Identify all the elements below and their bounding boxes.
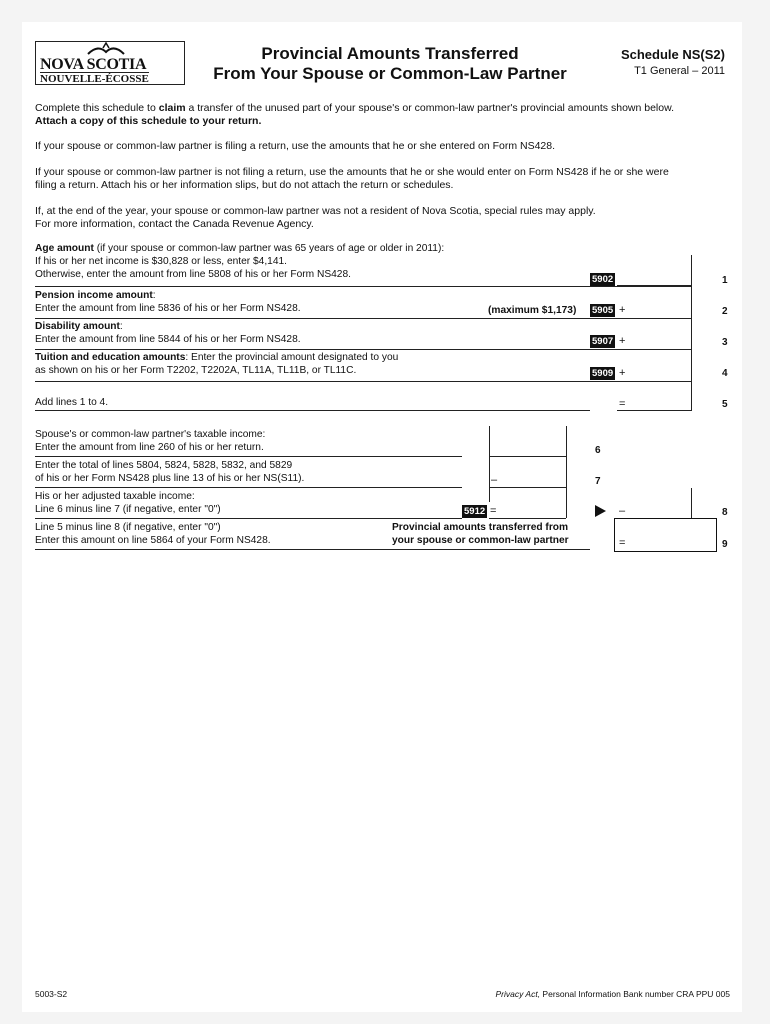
- line-number-1: 1: [722, 275, 728, 286]
- disability-amount-field[interactable]: [617, 329, 691, 349]
- total-lines-line1: Enter the total of lines 5804, 5824, 5828, 5832, and 5829: [35, 460, 293, 471]
- line-number-2: 2: [722, 306, 728, 317]
- adjusted-subtract-field[interactable]: [617, 501, 691, 519]
- tuition-amount-field[interactable]: [617, 361, 691, 381]
- line-number-4: 4: [722, 368, 728, 379]
- adjusted-income-field[interactable]: [489, 501, 566, 519]
- attach-instruction: Attach a copy of this schedule to your return.: [35, 114, 262, 127]
- title-line1: Provincial Amounts Transferred: [261, 44, 519, 63]
- disability-line2: Enter the amount from line 5844 of his or her Form NS428.: [35, 334, 301, 345]
- final-line2: Enter this amount on line 5864 of your Form NS428.: [35, 535, 271, 546]
- add-lines-underline: [35, 410, 590, 411]
- privacy-bank-number: Personal Information Bank number CRA PPU 005: [540, 989, 730, 999]
- row-divider: [35, 318, 691, 319]
- age-amount-line3: Otherwise, enter the amount from line 5808 of his or her Form NS428.: [35, 269, 351, 280]
- total-lines-line2: of his or her Form NS428 plus line 13 of his or her NS(S11).: [35, 473, 305, 484]
- logo-subtitle: NOUVELLE-ÉCOSSE: [40, 73, 149, 85]
- age-amount-title: Age amount: [35, 243, 94, 254]
- line-number-3: 3: [722, 337, 728, 348]
- form-title: [190, 44, 590, 84]
- form-year: T1 General – 2011: [634, 65, 725, 77]
- spouse-income-line2: Enter the amount from line 260 of his or her return.: [35, 442, 264, 453]
- row-divider: [35, 349, 691, 350]
- line-code-5905: 5905: [592, 305, 614, 316]
- intro-text-end: a transfer of the unused part of your spouse's or common-law partner's provincial amounts shown below.: [185, 102, 675, 114]
- plus-operator: +: [619, 304, 626, 316]
- p4-line2: For more information, contact the Canada Revenue Agency.: [35, 217, 314, 230]
- nova-scotia-logo: [35, 41, 185, 85]
- pension-title-row: [35, 290, 156, 302]
- line-number-6: 6: [595, 445, 601, 456]
- total-deductions-field[interactable]: [489, 470, 566, 488]
- line-number-8: 8: [722, 507, 728, 518]
- tuition-description: : Enter the provincial amount designated to you: [185, 352, 399, 363]
- adjusted-income-line1: His or her adjusted taxable income:: [35, 491, 195, 502]
- pension-maximum: (maximum $1,173): [488, 305, 577, 316]
- final-line1: Line 5 minus line 8 (if negative, enter "0"): [35, 522, 221, 533]
- line-code-5909: 5909: [592, 368, 614, 379]
- line-code-5902: 5902: [592, 274, 614, 285]
- tuition-title: Tuition and education amounts: [35, 352, 186, 363]
- pension-colon: :: [152, 290, 156, 301]
- minus-operator: –: [491, 474, 498, 486]
- intro-paragraph-4: [35, 205, 735, 230]
- privacy-notice: [496, 989, 731, 999]
- equals-operator: =: [619, 398, 626, 410]
- disability-colon: :: [119, 321, 123, 332]
- intro-paragraph-3: [35, 166, 735, 191]
- final-label-line2: your spouse or common-law partner: [392, 535, 569, 546]
- middle-column-left: [489, 426, 490, 502]
- line-code-5912: 5912: [464, 506, 486, 517]
- minus-operator: –: [619, 505, 626, 517]
- spouse-income-field[interactable]: [489, 440, 566, 457]
- row-divider: [35, 487, 462, 488]
- final-label-line1: Provincial amounts transferred from: [392, 522, 569, 533]
- line-number-9: 9: [722, 539, 728, 550]
- line-number-5: 5: [722, 399, 728, 410]
- add-lines-text: Add lines 1 to 4.: [35, 397, 109, 408]
- spouse-income-line1: Spouse's or common-law partner's taxable income:: [35, 429, 266, 440]
- pension-title: Pension income amount: [35, 290, 153, 301]
- intro-text: Complete this schedule to: [35, 102, 159, 114]
- p3-line2: filing a return. Attach his or her information slips, but do not attach the return or schedules.: [35, 178, 454, 191]
- intro-claim-word: claim: [158, 102, 186, 114]
- intro-paragraph-1: [35, 102, 735, 127]
- total-amount-field[interactable]: [617, 392, 691, 411]
- amount-column-divider: [691, 488, 692, 518]
- amount-column-divider: [691, 255, 692, 411]
- schedule-number: Schedule NS(S2): [620, 47, 725, 62]
- pension-amount-field[interactable]: [617, 298, 691, 318]
- osprey-icon: [86, 42, 126, 56]
- middle-column-right: [566, 426, 567, 518]
- row-divider: [35, 518, 462, 519]
- tuition-line2: as shown on his or her Form T2202, T2202A, TL11A, TL11B, or TL11C.: [35, 365, 357, 376]
- line-code-5907: 5907: [592, 336, 614, 347]
- intro-paragraph-2: If your spouse or common-law partner is filing a return, use the amounts that he or she entered on Form NS428.: [35, 140, 556, 152]
- schedule-id: [621, 47, 725, 77]
- adjusted-income-line2: Line 6 minus line 7 (if negative, enter "0"): [35, 504, 221, 515]
- age-amount-field[interactable]: [617, 266, 691, 286]
- logo-wordmark: NOVA SCOTIA: [40, 56, 147, 73]
- pension-line2: Enter the amount from line 5836 of his or her Form NS428.: [35, 303, 301, 314]
- row-divider: [35, 381, 691, 382]
- final-amount-field[interactable]: [614, 518, 717, 552]
- equals-operator: =: [490, 505, 497, 517]
- p3-line1: If your spouse or common-law partner is not filing a return, use the amounts that he or she would enter on Form NS428 if he or she were: [35, 166, 669, 178]
- p4-line1: If, at the end of the year, your spouse or common-law partner was not a resident of Nova Scotia, special rules may apply.: [35, 205, 596, 217]
- disability-title: Disability amount: [35, 321, 120, 332]
- plus-operator: +: [619, 367, 626, 379]
- equals-operator: =: [619, 537, 626, 549]
- age-amount-line2: If his or her net income is $30,828 or less, enter $4,141.: [35, 256, 288, 267]
- tuition-title-row: [35, 352, 398, 364]
- age-amount-condition: (if your spouse or common-law partner was 65 years of age or older in 2011):: [93, 243, 445, 254]
- privacy-act-label: Privacy Act,: [495, 989, 541, 999]
- title-line2: From Your Spouse or Common-Law Partner: [213, 64, 567, 83]
- age-amount-row: [35, 243, 444, 255]
- row-divider: [35, 456, 462, 457]
- form-number: 5003-S2: [35, 989, 68, 999]
- disability-title-row: [35, 321, 123, 333]
- final-underline: [35, 549, 590, 550]
- plus-operator: +: [619, 335, 626, 347]
- line-number-7: 7: [595, 476, 601, 487]
- row-divider: [35, 286, 691, 287]
- arrow-right-icon: [595, 505, 606, 517]
